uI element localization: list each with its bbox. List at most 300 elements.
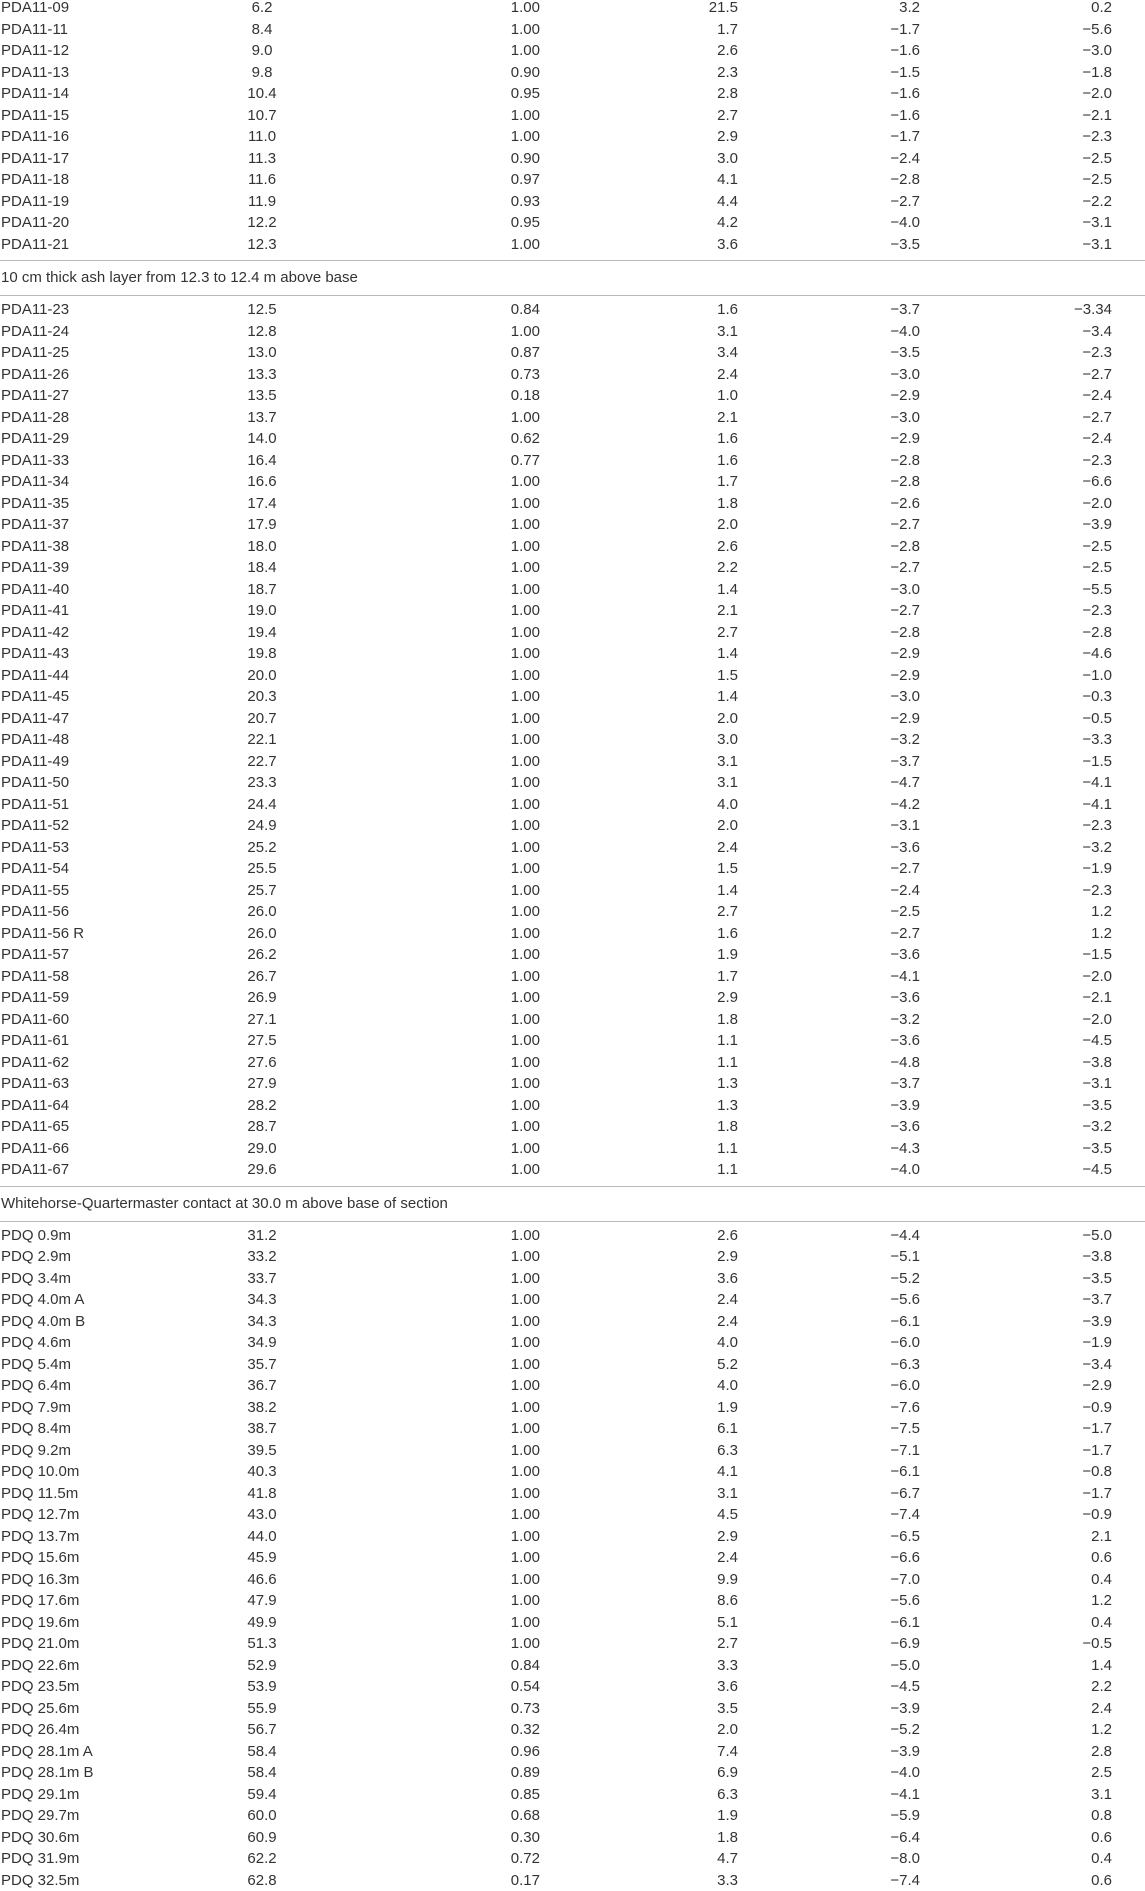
value-cell: −4.0 [860,1762,920,1784]
sample-id-cell: PDA11-29 [1,428,69,450]
value-cell: 44.0 [238,1526,286,1548]
value-cell: −7.4 [860,1504,920,1526]
value-cell: 10.7 [238,105,286,127]
value-cell: 0.2 [1060,0,1112,19]
value-cell: −2.0 [1060,1009,1112,1031]
value-cell: 2.2 [698,557,738,579]
value-cell: 1.9 [698,944,738,966]
value-cell: 39.5 [238,1440,286,1462]
value-cell: 4.7 [698,1848,738,1870]
value-cell: −2.0 [1060,83,1112,105]
sample-id-cell: PDQ 22.6m [1,1655,79,1677]
value-cell: 1.00 [500,126,540,148]
value-cell: 1.00 [500,1547,540,1569]
sample-id-cell: PDA11-43 [1,643,69,665]
sample-id-cell: PDA11-44 [1,665,69,687]
value-cell: −1.6 [860,40,920,62]
value-cell: −4.4 [860,1225,920,1247]
value-cell: 20.7 [238,708,286,730]
table-row [0,40,1145,62]
value-cell: 27.5 [238,1030,286,1052]
value-cell: −4.8 [860,1052,920,1074]
sample-id-cell: PDA11-25 [1,342,69,364]
value-cell: 1.00 [500,557,540,579]
value-cell: 1.00 [500,1590,540,1612]
value-cell: 1.8 [698,1009,738,1031]
value-cell: 60.9 [238,1827,286,1849]
value-cell: 26.0 [238,901,286,923]
value-cell: −2.9 [860,643,920,665]
table-row [0,643,1145,665]
value-cell: 40.3 [238,1461,286,1483]
table-row [0,1741,1145,1763]
value-cell: 34.9 [238,1332,286,1354]
sample-id-cell: PDA11-17 [1,148,69,170]
value-cell: 0.77 [500,450,540,472]
value-cell: −0.5 [1060,708,1112,730]
value-cell: 2.0 [698,708,738,730]
value-cell: −2.3 [1060,600,1112,622]
value-cell: −2.1 [1060,105,1112,127]
value-cell: −4.0 [860,212,920,234]
value-cell: −5.1 [860,1246,920,1268]
value-cell: −5.6 [1060,19,1112,41]
table-row [0,1590,1145,1612]
value-cell: 12.8 [238,321,286,343]
value-cell: −2.7 [860,514,920,536]
value-cell: −2.3 [1060,126,1112,148]
value-cell: 26.2 [238,944,286,966]
value-cell: −2.5 [1060,169,1112,191]
value-cell: 28.2 [238,1095,286,1117]
value-cell: 1.0 [698,385,738,407]
sample-id-cell: PDQ 26.4m [1,1719,79,1741]
value-cell: 25.7 [238,880,286,902]
sample-id-cell: PDA11-65 [1,1116,69,1138]
table-row [0,880,1145,902]
value-cell: 58.4 [238,1762,286,1784]
table-row [0,708,1145,730]
value-cell: 1.00 [500,1504,540,1526]
table-row [0,364,1145,386]
value-cell: 12.2 [238,212,286,234]
value-cell: 2.5 [1060,1762,1112,1784]
value-cell: 1.8 [698,1827,738,1849]
table-row [0,772,1145,794]
value-cell: 1.00 [500,1526,540,1548]
value-cell: −5.6 [860,1590,920,1612]
value-cell: −2.1 [1060,987,1112,1009]
value-cell: 10.4 [238,83,286,105]
value-cell: −6.1 [860,1461,920,1483]
value-cell: −2.9 [860,428,920,450]
value-cell: 2.4 [698,837,738,859]
table-row [0,815,1145,837]
value-cell: 51.3 [238,1633,286,1655]
sample-id-cell: PDQ 9.2m [1,1440,71,1462]
value-cell: −3.2 [1060,837,1112,859]
value-cell: −5.9 [860,1805,920,1827]
value-cell: 1.00 [500,944,540,966]
sample-id-cell: PDA11-47 [1,708,69,730]
value-cell: −8.0 [860,1848,920,1870]
value-cell: −2.8 [860,169,920,191]
value-cell: 1.5 [698,858,738,880]
value-cell: −3.9 [1060,1311,1112,1333]
value-cell: −5.0 [1060,1225,1112,1247]
value-cell: −7.5 [860,1418,920,1440]
value-cell: −3.9 [860,1698,920,1720]
sample-id-cell: PDA11-33 [1,450,69,472]
table-row [0,19,1145,41]
table-row [0,686,1145,708]
value-cell: −6.5 [860,1526,920,1548]
sample-id-cell: PDA11-59 [1,987,69,1009]
value-cell: −3.0 [860,579,920,601]
table-row [0,342,1145,364]
value-cell: 20.3 [238,686,286,708]
value-cell: −3.7 [860,299,920,321]
value-cell: −2.5 [1060,536,1112,558]
sample-id-cell: PDQ 23.5m [1,1676,79,1698]
value-cell: 0.4 [1060,1612,1112,1634]
value-cell: 1.00 [500,815,540,837]
value-cell: 1.00 [500,1289,540,1311]
value-cell: −6.1 [860,1612,920,1634]
value-cell: 1.6 [698,923,738,945]
value-cell: 1.7 [698,19,738,41]
value-cell: −3.1 [1060,212,1112,234]
value-cell: 22.7 [238,751,286,773]
value-cell: −2.0 [1060,966,1112,988]
value-cell: 5.2 [698,1354,738,1376]
sample-id-cell: PDQ 4.0m A [1,1289,84,1311]
table-row [0,169,1145,191]
table-row [0,1655,1145,1677]
value-cell: 1.00 [500,1483,540,1505]
value-cell: −3.2 [1060,1116,1112,1138]
value-cell: 9.8 [238,62,286,84]
value-cell: 55.9 [238,1698,286,1720]
value-cell: −6.0 [860,1375,920,1397]
table-row [0,1698,1145,1720]
value-cell: −1.6 [860,105,920,127]
value-cell: −3.5 [860,234,920,256]
sample-id-cell: PDA11-62 [1,1052,69,1074]
value-cell: 2.8 [698,83,738,105]
value-cell: 6.1 [698,1418,738,1440]
value-cell: −2.0 [1060,493,1112,515]
value-cell: 11.0 [238,126,286,148]
value-cell: 1.00 [500,1225,540,1247]
value-cell: 4.5 [698,1504,738,1526]
value-cell: 2.1 [698,407,738,429]
table-row [0,1311,1145,1333]
value-cell: 22.1 [238,729,286,751]
value-cell: 3.2 [860,0,920,19]
sample-id-cell: PDA11-28 [1,407,69,429]
value-cell: 2.8 [1060,1741,1112,1763]
value-cell: 1.00 [500,40,540,62]
sample-id-cell: PDQ 13.7m [1,1526,79,1548]
value-cell: 4.2 [698,212,738,234]
table-row [0,1397,1145,1419]
value-cell: 2.7 [698,1633,738,1655]
table-row [0,234,1145,256]
value-cell: 0.87 [500,342,540,364]
value-cell: 1.4 [698,880,738,902]
value-cell: −6.9 [860,1633,920,1655]
value-cell: 0.73 [500,364,540,386]
value-cell: −3.9 [860,1095,920,1117]
value-cell: 1.00 [500,1116,540,1138]
value-cell: 13.3 [238,364,286,386]
value-cell: 2.3 [698,62,738,84]
table-row [0,794,1145,816]
sample-id-cell: PDA11-55 [1,880,69,902]
value-cell: 2.4 [1060,1698,1112,1720]
value-cell: −5.6 [860,1289,920,1311]
value-cell: 1.5 [698,665,738,687]
table-row [0,1375,1145,1397]
value-cell: 1.00 [500,987,540,1009]
value-cell: −3.7 [860,1073,920,1095]
value-cell: −2.4 [860,880,920,902]
value-cell: 4.0 [698,794,738,816]
value-cell: −2.3 [1060,342,1112,364]
sample-id-cell: PDA11-45 [1,686,69,708]
table-row [0,514,1145,536]
value-cell: −2.7 [860,858,920,880]
value-cell: 1.8 [698,493,738,515]
value-cell: −3.6 [860,987,920,1009]
value-cell: 1.9 [698,1805,738,1827]
sample-id-cell: PDQ 25.6m [1,1698,79,1720]
value-cell: 3.1 [698,1483,738,1505]
value-cell: 16.4 [238,450,286,472]
value-cell: 1.00 [500,1440,540,1462]
value-cell: 1.00 [500,1633,540,1655]
table-row [0,1332,1145,1354]
table-row [0,1504,1145,1526]
value-cell: 3.1 [1060,1784,1112,1806]
value-cell: −2.2 [1060,191,1112,213]
value-cell: 1.1 [698,1052,738,1074]
value-cell: 4.1 [698,1461,738,1483]
value-cell: −1.8 [1060,62,1112,84]
value-cell: 2.1 [698,600,738,622]
value-cell: 7.4 [698,1741,738,1763]
value-cell: −1.7 [1060,1483,1112,1505]
value-cell: 2.4 [698,364,738,386]
value-cell: 2.4 [698,1547,738,1569]
sample-id-cell: PDA11-12 [1,40,69,62]
value-cell: 0.54 [500,1676,540,1698]
value-cell: −3.6 [860,1116,920,1138]
value-cell: 6.9 [698,1762,738,1784]
value-cell: 1.00 [500,514,540,536]
value-cell: 1.9 [698,1397,738,1419]
sample-id-cell: PDA11-61 [1,1030,69,1052]
table-row [0,1633,1145,1655]
value-cell: −0.9 [1060,1397,1112,1419]
value-cell: 3.5 [698,1698,738,1720]
value-cell: 0.6 [1060,1870,1112,1891]
value-cell: 1.00 [500,234,540,256]
value-cell: −2.8 [860,471,920,493]
value-cell: 3.6 [698,234,738,256]
table-row [0,83,1145,105]
value-cell: 0.4 [1060,1569,1112,1591]
value-cell: 18.0 [238,536,286,558]
value-cell: 6.2 [238,0,286,19]
value-cell: 2.0 [698,514,738,536]
value-cell: 3.6 [698,1676,738,1698]
value-cell: −7.1 [860,1440,920,1462]
value-cell: −6.6 [1060,471,1112,493]
value-cell: 2.6 [698,536,738,558]
value-cell: 1.00 [500,471,540,493]
sample-id-cell: PDQ 19.6m [1,1612,79,1634]
table-row [0,1848,1145,1870]
value-cell: 1.4 [1060,1655,1112,1677]
value-cell: 0.97 [500,169,540,191]
value-cell: 1.7 [698,471,738,493]
table-row [0,1827,1145,1849]
sample-id-cell: PDA11-40 [1,579,69,601]
value-cell: 1.00 [500,1569,540,1591]
table-row [0,1268,1145,1290]
table-row [0,923,1145,945]
value-cell: 0.93 [500,191,540,213]
value-cell: −3.3 [1060,729,1112,751]
sample-id-cell: PDA11-11 [1,19,68,41]
value-cell: 0.18 [500,385,540,407]
value-cell: 31.2 [238,1225,286,1247]
value-cell: 1.00 [500,708,540,730]
value-cell: 1.6 [698,450,738,472]
sample-id-cell: PDA11-18 [1,169,69,191]
value-cell: 3.4 [698,342,738,364]
value-cell: 0.84 [500,1655,540,1677]
value-cell: 2.0 [698,815,738,837]
sample-id-cell: PDQ 7.9m [1,1397,71,1419]
value-cell: −3.5 [860,342,920,364]
value-cell: 49.9 [238,1612,286,1634]
table-row [0,385,1145,407]
table-row [0,729,1145,751]
value-cell: −3.2 [860,729,920,751]
value-cell: 2.9 [698,1526,738,1548]
value-cell: 38.7 [238,1418,286,1440]
sample-id-cell: PDA11-42 [1,622,69,644]
sample-id-cell: PDQ 10.0m [1,1461,79,1483]
table-row [0,966,1145,988]
value-cell: −2.7 [860,600,920,622]
value-cell: −2.6 [860,493,920,515]
value-cell: 52.9 [238,1655,286,1677]
value-cell: 1.00 [500,493,540,515]
value-cell: −3.34 [1060,299,1112,321]
value-cell: 12.5 [238,299,286,321]
value-cell: −3.1 [1060,1073,1112,1095]
value-cell: 1.00 [500,858,540,880]
value-cell: 0.68 [500,1805,540,1827]
table-row [0,1138,1145,1160]
sample-id-cell: PDA11-63 [1,1073,69,1095]
value-cell: 1.00 [500,600,540,622]
value-cell: −0.8 [1060,1461,1112,1483]
value-cell: 2.7 [698,105,738,127]
sample-id-cell: PDA11-23 [1,299,69,321]
value-cell: 11.9 [238,191,286,213]
table-row [0,751,1145,773]
sample-id-cell: PDA11-21 [1,234,69,256]
value-cell: 38.2 [238,1397,286,1419]
value-cell: −4.5 [860,1676,920,1698]
sample-id-cell: PDA11-53 [1,837,69,859]
value-cell: 8.4 [238,19,286,41]
value-cell: 2.9 [698,126,738,148]
value-cell: 18.4 [238,557,286,579]
table-row [0,1547,1145,1569]
table-row [0,1784,1145,1806]
value-cell: 6.3 [698,1784,738,1806]
value-cell: 41.8 [238,1483,286,1505]
table-row [0,557,1145,579]
value-cell: 2.0 [698,1719,738,1741]
table-row [0,987,1145,1009]
value-cell: 4.0 [698,1332,738,1354]
value-cell: −3.8 [1060,1246,1112,1268]
value-cell: −3.2 [860,1009,920,1031]
value-cell: −0.9 [1060,1504,1112,1526]
value-cell: −1.7 [1060,1440,1112,1462]
value-cell: 1.00 [500,1375,540,1397]
value-cell: −3.1 [1060,234,1112,256]
table-row [0,858,1145,880]
table-row [0,191,1145,213]
sample-id-cell: PDQ 4.0m B [1,1311,85,1333]
value-cell: 33.2 [238,1246,286,1268]
table-row [0,1719,1145,1741]
value-cell: −6.7 [860,1483,920,1505]
value-cell: 0.96 [500,1741,540,1763]
value-cell: 11.6 [238,169,286,191]
sample-id-cell: PDQ 5.4m [1,1354,71,1376]
table-row [0,321,1145,343]
sample-id-cell: PDA11-38 [1,536,69,558]
sample-id-cell: PDA11-35 [1,493,69,515]
value-cell: 45.9 [238,1547,286,1569]
value-cell: 24.9 [238,815,286,837]
sample-id-cell: PDQ 15.6m [1,1547,79,1569]
table-row [0,105,1145,127]
value-cell: 1.00 [500,665,540,687]
value-cell: 59.4 [238,1784,286,1806]
sample-id-cell: PDA11-56 [1,901,69,923]
value-cell: −3.8 [1060,1052,1112,1074]
value-cell: 0.6 [1060,1547,1112,1569]
value-cell: 1.00 [500,1030,540,1052]
sample-id-cell: PDA11-41 [1,600,69,622]
value-cell: 1.00 [500,1418,540,1440]
value-cell: −4.5 [1060,1159,1112,1181]
table-row [0,1870,1145,1891]
table-row [0,0,1145,19]
value-cell: −3.5 [1060,1095,1112,1117]
value-cell: 2.9 [698,987,738,1009]
